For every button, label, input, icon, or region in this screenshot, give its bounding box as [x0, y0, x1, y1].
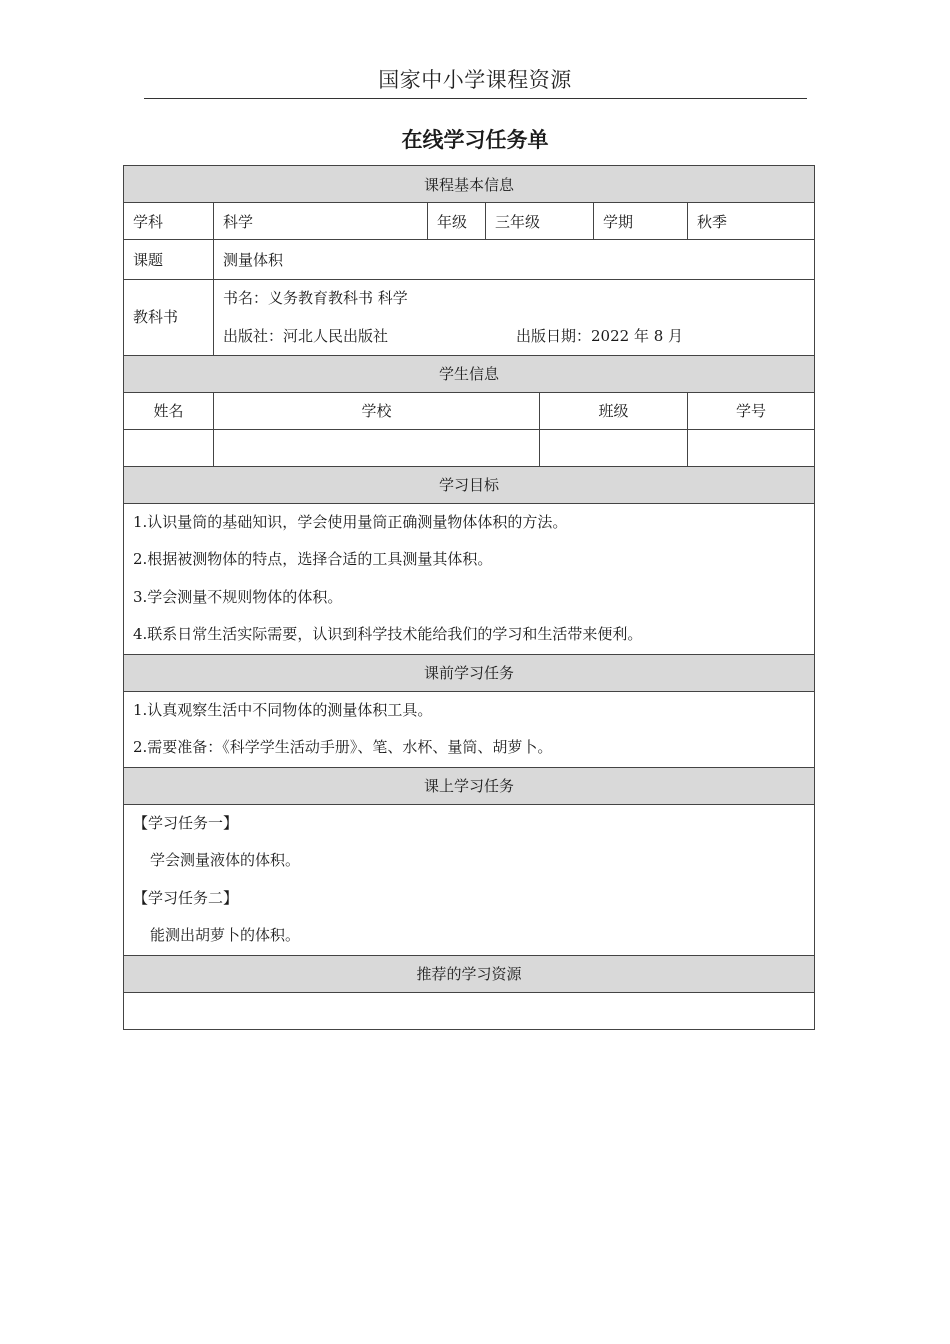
- subject-row: [124, 203, 815, 240]
- term-value: 秋季: [688, 203, 815, 240]
- task-heading: 【学习任务一】: [133, 813, 239, 832]
- resources-section-label: 推荐的学习资源: [124, 955, 815, 992]
- textbook-label-cell: [124, 280, 214, 356]
- student-columns-row: [124, 392, 815, 429]
- student-number-cell[interactable]: [688, 429, 815, 466]
- in-class-section-label: 课上学习任务: [124, 767, 815, 804]
- page-header: 国家中小学课程资源: [378, 68, 572, 92]
- pre-class-item: 2.需要准备：《科学学生活动手册》、笔、水杯、量筒、胡萝卜。: [133, 738, 553, 756]
- resources-row: [124, 992, 815, 1029]
- objective-item: 2.根据被测物体的特点，选择合适的工具测量其体积。: [133, 550, 493, 568]
- grade-label: 年级: [428, 203, 486, 240]
- textbook-row: [124, 280, 815, 356]
- student-class-cell[interactable]: [540, 429, 688, 466]
- header-rule: [144, 98, 807, 99]
- topic-row: [124, 240, 815, 280]
- objectives-row: [124, 503, 815, 654]
- course-info-header-row: [124, 166, 815, 203]
- in-class-header-row: [124, 767, 815, 804]
- course-info-section-label: 课程基本信息: [124, 166, 815, 203]
- objectives-section-label: 学习目标: [124, 466, 815, 503]
- objective-item: 1.认识量筒的基础知识，学会使用量筒正确测量物体体积的方法。: [133, 512, 568, 531]
- task-content: 能测出胡萝卜的体积。: [150, 926, 301, 944]
- resources-content-area[interactable]: [124, 992, 815, 1029]
- student-entry-row: [124, 429, 815, 466]
- pre-class-list: [124, 691, 815, 767]
- publisher-row: [223, 318, 805, 355]
- resources-header-row: [124, 955, 815, 992]
- objective-item: 4.联系日常生活实际需要，认识到科学技术能给我们的学习和生活带来便利。: [133, 625, 643, 643]
- student-name-cell[interactable]: [124, 429, 214, 466]
- pre-class-section-label: 课前学习任务: [124, 654, 815, 691]
- publish-date: 出版日期：2022 年 8 月: [516, 326, 684, 345]
- student-number-header: 学号: [688, 392, 815, 429]
- topic-value: 测量体积: [214, 240, 815, 280]
- objectives-header-row: [124, 466, 815, 503]
- pre-class-row: [124, 691, 815, 767]
- task-sheet-table: [123, 165, 815, 1030]
- student-school-header: 学校: [214, 392, 540, 429]
- publisher: 出版社：河北人民出版社: [223, 326, 389, 345]
- pre-class-header-row: [124, 654, 815, 691]
- objectives-list: [124, 503, 815, 654]
- task-heading: 【学习任务二】: [133, 888, 239, 907]
- task-content: 学会测量液体的体积。: [150, 851, 301, 869]
- textbook-label: 教科书: [133, 307, 179, 326]
- student-class-header: 班级: [540, 392, 688, 429]
- document-title: 在线学习任务单: [401, 127, 549, 152]
- objective-item: 3.学会测量不规则物体的体积。: [133, 587, 343, 606]
- grade-value: 三年级: [486, 203, 594, 240]
- textbook-details: [214, 280, 815, 356]
- student-info-section-label: 学生信息: [124, 355, 815, 392]
- subject-label: 学科: [124, 203, 214, 240]
- pre-class-item: 1.认真观察生活中不同物体的测量体积工具。: [133, 700, 433, 719]
- in-class-row: [124, 804, 815, 955]
- term-label: 学期: [594, 203, 688, 240]
- book-name: 书名：义务教育教科书 科学: [223, 289, 408, 307]
- subject-value: 科学: [214, 203, 428, 240]
- student-school-cell[interactable]: [214, 429, 540, 466]
- topic-label: 课题: [124, 240, 214, 280]
- student-name-header: 姓名: [124, 392, 214, 429]
- student-info-header-row: [124, 355, 815, 392]
- in-class-task-list: [124, 804, 815, 955]
